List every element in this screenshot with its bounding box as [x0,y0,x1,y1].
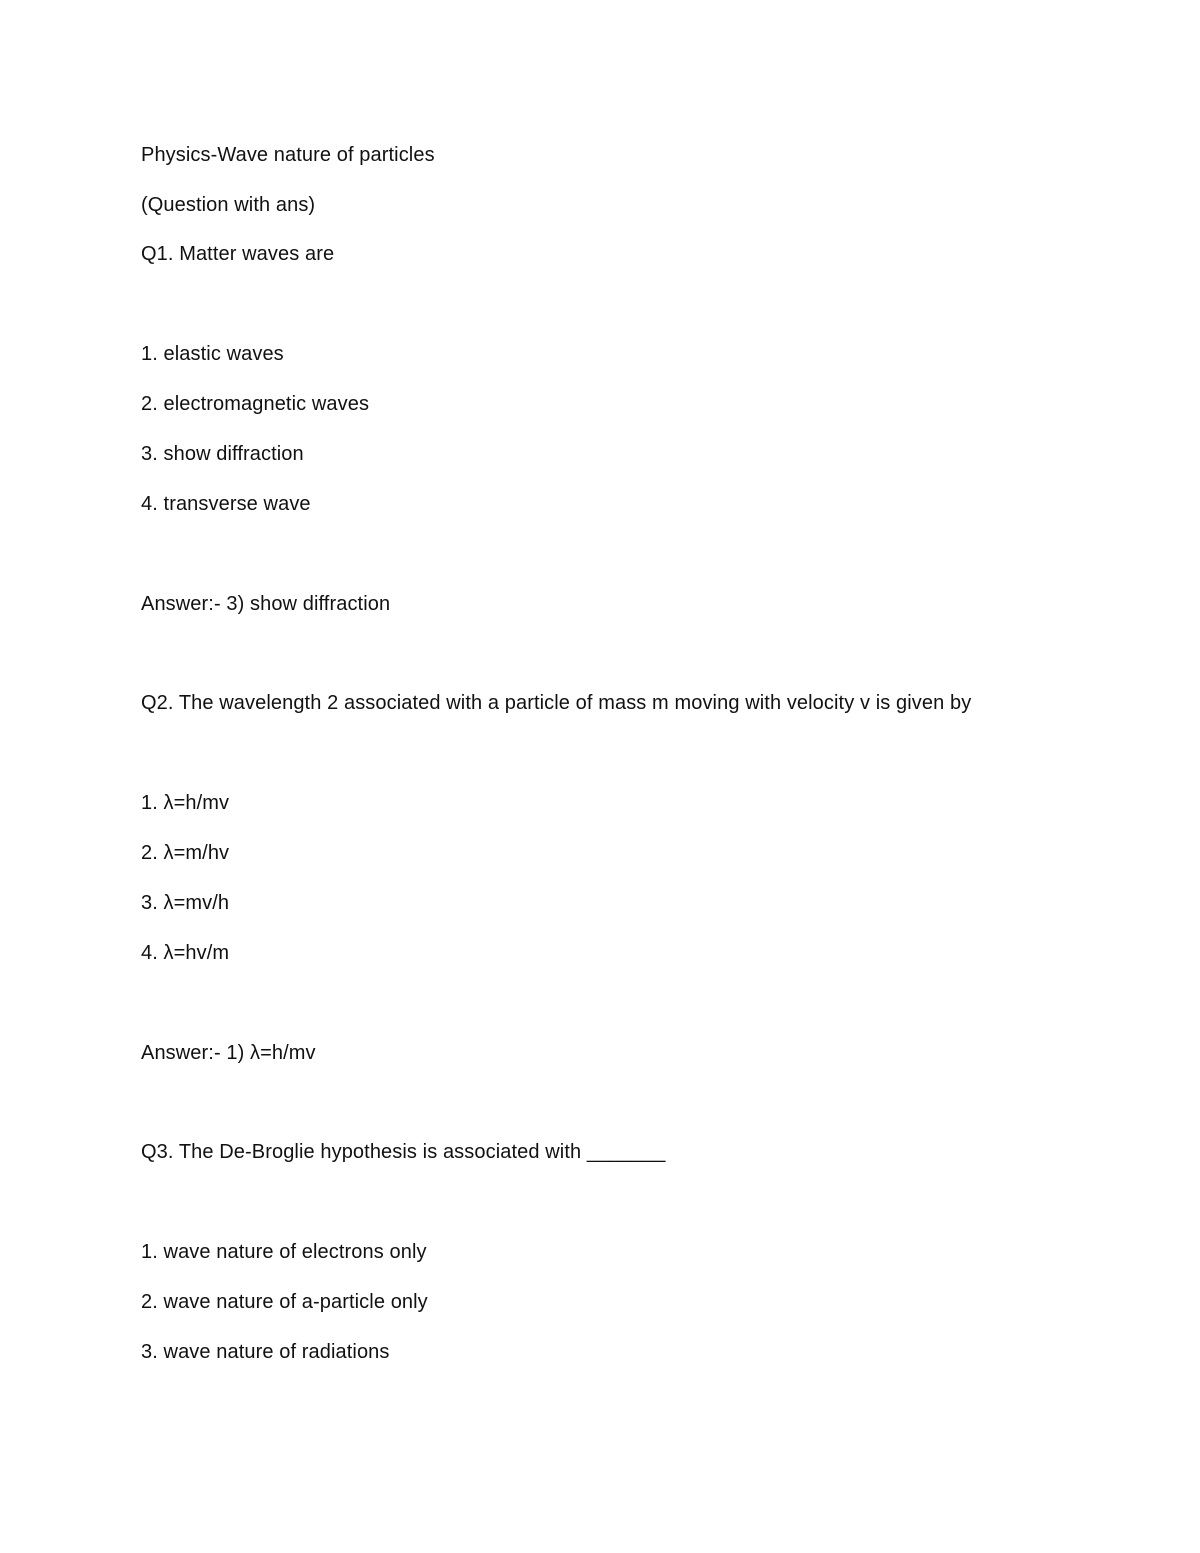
document-title: Physics-Wave nature of particles [141,144,435,166]
question-3-option: 1. wave nature of electrons only [141,1241,427,1263]
question-3-option: 3. wave nature of radiations [141,1341,390,1363]
question-3-prompt: Q3. The De-Broglie hypothesis is associated with _______ [141,1141,666,1163]
question-1-option: 2. electromagnetic waves [141,393,370,415]
question-2-option: 4. λ=hv/m [141,942,230,964]
question-1-answer: Answer:- 3) show diffraction [141,593,391,615]
question-2-option: 1. λ=h/mv [141,792,230,814]
document-subtitle: (Question with ans) [141,194,316,216]
question-2-option: 2. λ=m/hv [141,842,230,864]
question-2-answer: Answer:- 1) λ=h/mv [141,1042,316,1064]
question-1-option: 1. elastic waves [141,343,284,365]
question-2-option: 3. λ=mv/h [141,892,230,914]
question-2-prompt: Q2. The wavelength 2 associated with a particle of mass m moving with velocity v is given by [141,692,972,714]
question-1-option: 3. show diffraction [141,443,304,465]
question-3-option: 2. wave nature of a-particle only [141,1291,428,1313]
question-1-option: 4. transverse wave [141,493,311,515]
question-1-prompt: Q1. Matter waves are [141,243,335,265]
